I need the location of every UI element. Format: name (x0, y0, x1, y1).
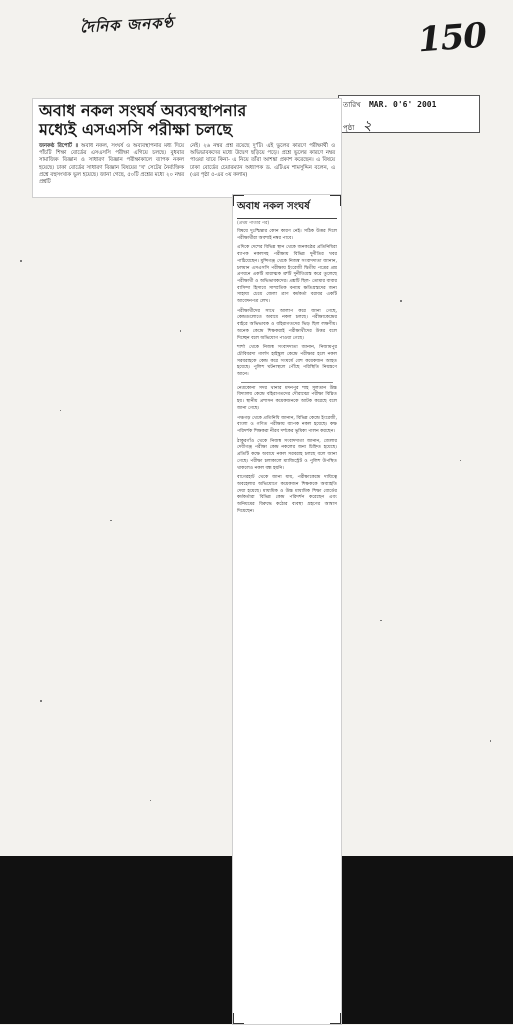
article-clipping-continuation (232, 194, 342, 1025)
speck (150, 800, 151, 801)
speck (490, 740, 491, 742)
continuation-title: অবাধ নকল সংঘর্ষ (237, 199, 337, 219)
newspaper-masthead: দৈনিক জনকণ্ঠ (79, 13, 175, 37)
continuation-body (237, 229, 337, 515)
headline-line-1: অবাধ নকল সংঘর্ষ অব্যবস্থাপনার (39, 101, 247, 120)
article-column-2-text: নেই। ২৬ নম্বর প্রশ্ন রয়েছে দু'টি। এই ভুলের কারণে পরীক্ষার্থী ও অভিভাবকদের মধ্যে উদ্বেগ ছড়িয়ে পড়ে। প্রশ্নে ভুলের কারণে নম্বর পাওয়া যাবে কিনা- এ নিয়ে তাঁরা আশঙ্কা প্রকাশ করেছেন। এ বিষয়ে ঢাকা বোর্ডের চেয়ারম্যান অধ্যাপক ড. এটিএম শামসুদ্দিন বলেন, এ (190, 143, 335, 171)
page-label: পৃষ্ঠা (343, 124, 355, 132)
article-jump-note: (এর পৃষ্ঠা ৫-এর ৩য় কলাম) (190, 171, 248, 178)
headline-line-2: মধ্যেই এসএসসি পরীক্ষা চলছে (39, 120, 233, 139)
clip-corner-mark (330, 194, 342, 206)
page-value: ২ (362, 118, 372, 134)
paragraph: পরীক্ষার্থীদের সাথে আলাপ করে জানা গেছে, কেন্দ্রগুলোতে অবাধে নকল চলছে। পরীক্ষাকেন্দ্রের বাইরে অভিভাবক ও বহিরাগতদের ভিড় ছিল লক্ষণীয়। অনেক কেন্দ্রে শিক্ষকরাই পরীক্ষার্থীদের উত্তর বলে দিচ্ছেন বলে অভিযোগ পাওয়া গেছে। (237, 308, 337, 341)
clip-corner-mark (232, 1013, 244, 1025)
paragraph: বিষয়ে দুঃশ্চিন্তার কোন কারণ নেই। সঠিক উত্তর দিলে পরীক্ষার্থীরা অবশ্যই নম্বর পাবে। (237, 229, 337, 241)
date-stamp-box (338, 95, 480, 133)
speck (380, 620, 382, 621)
page-row (343, 114, 372, 138)
date-value: MAR. 0'6' 2001 (368, 100, 437, 109)
speck (20, 260, 22, 262)
paragraph: বাগেরহাট থেকে জানা যায়, পরীক্ষাকেন্দ্রে দায়িত্বে অবহেলার অভিযোগে কয়েকজন শিক্ষককে অব্যাহতি দেয়া হয়েছে। মাধ্যমিক ও উচ্চ মাধ্যমিক শিক্ষা বোর্ডের কর্মকর্তারা বিভিন্ন কেন্দ্র পরিদর্শন করেছেন এবং অনিয়মের বিরুদ্ধে কঠোর ব্যবস্থা গ্রহণের আশ্বাস দিয়েছেন। (237, 475, 337, 514)
paragraph: শার্শা থেকে নিজস্ব সংবাদদাতা জানান, নিজামপুর চৌবিবরদা গার্লস হাইস্কুল কেন্দ্রে পরীক্ষার হলে নকল সরবরাহকে কেন্দ্র করে সংঘর্ষে বেশ কয়েকজন আহত হয়েছে। পুলিশ ঘটনাস্থলে পৌঁছে পরিস্থিতি নিয়ন্ত্রণে আনে। (237, 345, 337, 378)
paragraph: নেত্রকোনা সদর থানার মদনপুর শাহ সুলতান উচ্চ বিদ্যালয় কেন্দ্রে বহিরাগতদের দৌরাত্ম্যে পরীক্ষা বিঘ্নিত হয়। স্থানীয় প্রশাসন কয়েকজনকে আটক করেছে বলে জানা গেছে। (237, 385, 337, 411)
speck (60, 410, 61, 411)
paragraph: এদিকে দেশের বিভিন্ন স্থান থেকে জনকণ্ঠের প্রতিনিধিরা ব্যাপক নকলসহ পরীক্ষায় বিভিন্ন দুর্নীতির খবর পাঠিয়েছেন। মুন্সিগঞ্জ থেকে নিজস্ব সংবাদদাতা জানান, চলমান এসএসসি পরীক্ষায় ইংরেজী দ্বিতীয় পত্রের প্রশ্ন প্রণয়নে একটি মারাত্মক ত্রুটি দুর্নীতিগ্রস্ত করে তুলেছে পরীক্ষার্থী ও অভিভাবকদের। প্রশ্নটি ছিল- তোমার বাবার বাসিন্দা হিসাবে সাম্প্রতিক বন্যায় ক্ষতিগ্রস্তদের জন্য সাহায্য চেয়ে জেলা ত্রাণ কর্মকর্তা বরাবর একটি আবেদনপত্র লেখ। (237, 245, 337, 305)
clip-corner-mark (330, 1013, 342, 1025)
article-source: জনকণ্ঠ রিপোর্ট ॥ (39, 143, 78, 149)
continuation-jump-note: (প্রথম পাতার পর) (237, 221, 270, 226)
speck (460, 460, 461, 461)
article-body (39, 143, 335, 186)
article-column-1 (39, 143, 184, 186)
article-column-1-text: অবাধ নকল, সংঘর্ষ ও অব্যবস্থাপনার মধ্য দিয়ে পাঁচটি শিক্ষা বোর্ডের এসএসসি পরীক্ষা এগিয়ে চলছে। বুধবার সামাজিক বিজ্ঞান ও সাধারণ বিজ্ঞান পরীক্ষাকালে ব্যাপক নকল হয়েছে। ঢাকা বোর্ডের সাধারণ বিজ্ঞান বিষয়ের 'খ' সেটের নৈর্ব্যক্তিক প্রশ্নে বহুসংখ্যক ভুল হয়েছে। জানা গেছে, ৫০টি প্রশ্নের মধ্যে ২০ নম্বর প্রশ্নটি (39, 143, 184, 186)
date-row (343, 99, 436, 111)
speck (40, 700, 42, 702)
speck (180, 330, 181, 332)
speck (400, 300, 402, 302)
date-label: তারিখ (343, 101, 361, 109)
divider (241, 382, 333, 383)
paragraph: পঞ্চগড় থেকে প্রতিনিধি জানান, বিভিন্ন কেন্দ্রে ইংরেজী, বাংলা ও গণিত পরীক্ষায় ব্যাপক নকল হয়েছে। কক্ষ পরিদর্শক শিক্ষকরা নীরব দর্শকের ভূমিকা পালন করছেন। (237, 415, 337, 434)
article-headline (39, 101, 335, 139)
clip-corner-mark (232, 194, 244, 206)
article-column-2 (190, 143, 335, 186)
paragraph: ঠাকুরগাঁও থেকে নিজস্ব সংবাদদাতা জানান, জেলার দেবীগঞ্জ পরীক্ষা কেন্দ্র নকলের জন্য চিহ্নিত হয়েছে। প্রতিটি কক্ষে অবাধে নকল সরবরাহ চলছে বলে জানা গেছে। পরীক্ষা চলাকালে ম্যাজিস্ট্রেট ও পুলিশ উপস্থিত থাকলেও নকল বন্ধ হয়নি। (237, 438, 337, 471)
article-clipping-front (32, 98, 342, 198)
speck (110, 520, 112, 521)
handwritten-page-number: 150 (416, 15, 488, 61)
